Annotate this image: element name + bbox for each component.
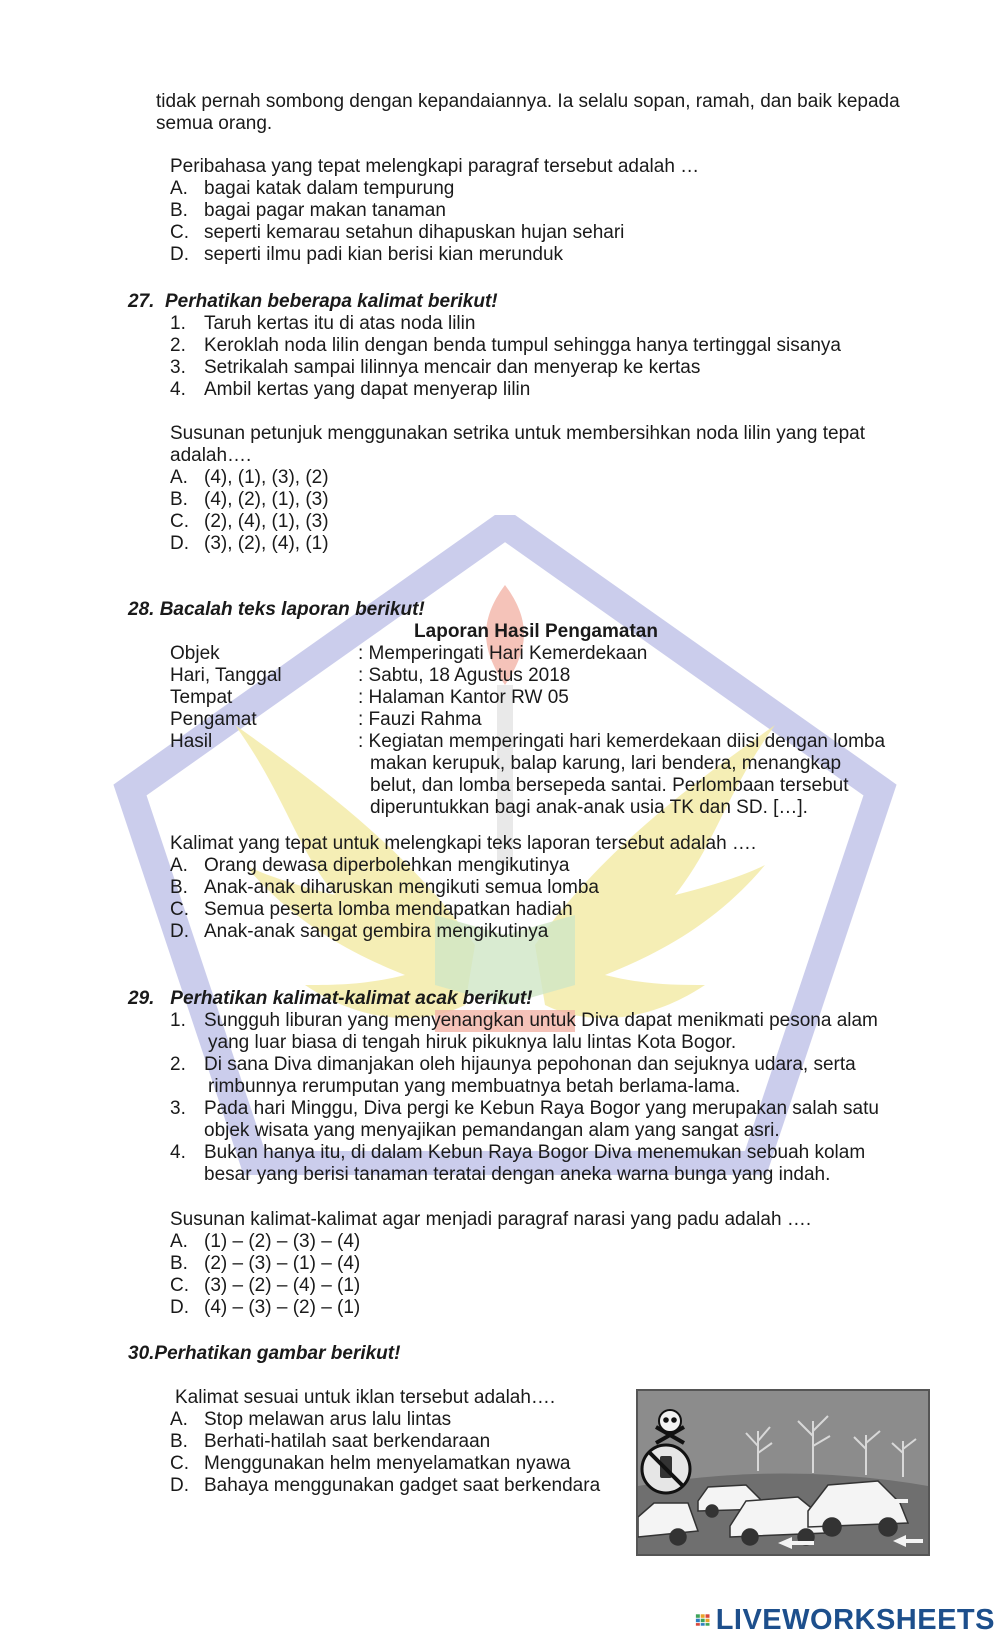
q29-option-b[interactable]: B. (2) – (3) – (1) – (4) — [170, 1253, 361, 1274]
q29-item: 4. Bukan hanya itu, di dalam Kebun Raya Bogor Diva menemukan sebuah kolam besar yang berisi tanaman teratai dengan aneka warna bunga yang indah. — [170, 1142, 866, 1185]
q28-option-d[interactable]: D. Anak-anak sangat gembira mengikutinya — [170, 921, 549, 942]
traffic-illustration — [636, 1389, 930, 1556]
q27-option-a[interactable]: A. (4), (1), (3), (2) — [170, 467, 329, 488]
report-row: Objek : Memperingati Hari Kemerdekaan — [170, 643, 648, 664]
q27-item: 1. Taruh kertas itu di atas noda lilin — [170, 313, 476, 334]
q29-option-d[interactable]: D. (4) – (3) – (2) – (1) — [170, 1297, 361, 1318]
q28-option-c[interactable]: C. Semua peserta lomba mendapatkan hadiah — [170, 899, 573, 920]
q29-option-c[interactable]: C. (3) – (2) – (4) – (1) — [170, 1275, 361, 1296]
q29-heading-text: Perhatikan kalimat-kalimat acak berikut! — [170, 988, 533, 1009]
q26-question-block — [170, 156, 699, 266]
intro-line: tidak pernah sombong dengan kepandaiannya. Ia selalu sopan, ramah, dan baik kepada — [156, 91, 900, 112]
report-title: Laporan Hasil Pengamatan — [414, 621, 658, 642]
q28-heading — [128, 599, 425, 621]
q27-option-d[interactable]: D. (3), (2), (4), (1) — [170, 533, 329, 554]
intro-paragraph — [156, 91, 900, 135]
q29-heading — [128, 988, 532, 1010]
q29-items — [170, 1010, 879, 1186]
q30-option-d[interactable]: D. Bahaya menggunakan gadget saat berkendara — [170, 1475, 601, 1496]
report-row: Hari, Tanggal : Sabtu, 18 Agustus 2018 — [170, 665, 571, 686]
q28-question: Kalimat yang tepat untuk melengkapi teks laporan tersebut adalah …. — [170, 833, 757, 854]
q26-question: Peribahasa yang tepat melengkapi paragraf tersebut adalah … — [170, 156, 700, 177]
q27-heading-text: Perhatikan beberapa kalimat berikut! — [164, 291, 498, 312]
q30-question-block — [170, 1387, 600, 1497]
q28-number: 28. — [128, 599, 155, 620]
q27-item: 4. Ambil kertas yang dapat menyerap lilin — [170, 379, 531, 400]
liveworksheets-footer — [695, 1602, 995, 1638]
q26-option-a[interactable]: A. bagai katak dalam tempurung — [170, 178, 455, 199]
q27-question-line: adalah…. — [170, 445, 252, 466]
q30-option-a[interactable]: A. Stop melawan arus lalu lintas — [170, 1409, 452, 1430]
q28-option-b[interactable]: B. Anak-anak diharuskan mengikuti semua lomba — [170, 877, 599, 898]
q29-option-a[interactable]: A. (1) – (2) – (3) – (4) — [170, 1231, 361, 1252]
q29-number: 29. — [128, 988, 155, 1009]
q27-items — [170, 313, 841, 401]
q27-option-c[interactable]: C. (2), (4), (1), (3) — [170, 511, 329, 532]
q27-item: 2. Keroklah noda lilin dengan benda tumpul sehingga hanya tertinggal sisanya — [170, 335, 841, 356]
q27-question-block — [170, 423, 865, 555]
q27-option-b[interactable]: B. (4), (2), (1), (3) — [170, 489, 329, 510]
q28-question-block — [170, 833, 756, 943]
q29-item: 3. Pada hari Minggu, Diva pergi ke Kebun Raya Bogor yang merupakan salah satu objek wisata yang menyajikan pemandangan alam yang sangat asri. — [170, 1098, 879, 1141]
report-result-text: : Kegiatan memperingati hari kemerdekaan diisi dengan lomba makan kerupuk, balap karung, lari bendera, menangkap belut, dan lomba bersepeda santai. Perlombaan tersebut diperuntukkan bagi anak-anak usia TK dan SD. […]. — [358, 731, 886, 818]
q28-option-a[interactable]: A. Orang dewasa diperbolehkan mengikutinya — [170, 855, 570, 876]
q30-option-c[interactable]: C. Menggunakan helm menyelamatkan nyawa — [170, 1453, 571, 1474]
q26-option-d[interactable]: D. seperti ilmu padi kian berisi kian merunduk — [170, 244, 564, 265]
q30-heading-text: Perhatikan gambar berikut! — [154, 1343, 401, 1364]
q28-heading-text: Bacalah teks laporan berikut! — [159, 599, 425, 620]
q29-item: 1. Sungguh liburan yang menyenangkan untuk Diva dapat menikmati pesona alam yang luar biasa di tengah hiruk pikuknya lalu lintas Kota Bogor. — [170, 1010, 878, 1053]
traffic-danger-illustration-icon — [638, 1391, 928, 1554]
q27-item: 3. Setrikalah sampai lilinnya mencair dan menyerap ke kertas — [170, 357, 701, 378]
report-row: Pengamat : Fauzi Rahma — [170, 709, 482, 730]
q30-heading — [128, 1343, 400, 1365]
q27-number: 27. — [128, 291, 155, 312]
liveworksheets-brand: LIVEWORKSHEETS — [715, 1604, 995, 1636]
q26-option-b[interactable]: B. bagai pagar makan tanaman — [170, 200, 446, 221]
report-table — [170, 643, 885, 819]
q30-number: 30. — [128, 1343, 155, 1364]
q29-question-block — [170, 1209, 811, 1319]
intro-line: semua orang. — [156, 113, 273, 134]
q27-heading — [128, 291, 498, 313]
q30-question: Kalimat sesuai untuk iklan tersebut adalah…. — [175, 1387, 556, 1408]
q29-question: Susunan kalimat-kalimat agar menjadi paragraf narasi yang padu adalah …. — [170, 1209, 812, 1230]
report-row-result: Hasil : Kegiatan memperingati hari kemerdekaan diisi dengan lomba makan kerupuk, balap karung, lari bendera, menangkap belut, dan lomba bersepeda santai. Perlombaan tersebut diperuntukkan bagi anak-anak usia TK dan SD. […]. — [170, 731, 886, 818]
q27-question-line: Susunan petunjuk menggunakan setrika untuk membersihkan noda lilin yang tepat — [170, 423, 866, 444]
q29-item: 2. Di sana Diva dimanjakan oleh hijaunya pepohonan dan sejuknya udara, serta rimbunnya rerumputan yang membuatnya betah berlama-lama. — [170, 1054, 856, 1097]
liveworksheets-logo-icon — [695, 1605, 712, 1635]
q30-option-b[interactable]: B. Berhati-hatilah saat berkendaraan — [170, 1431, 491, 1452]
q26-option-c[interactable]: C. seperti kemarau setahun dihapuskan hujan sehari — [170, 222, 625, 243]
report-row: Tempat : Halaman Kantor RW 05 — [170, 687, 569, 708]
no-phone-sign-icon — [642, 1445, 690, 1493]
